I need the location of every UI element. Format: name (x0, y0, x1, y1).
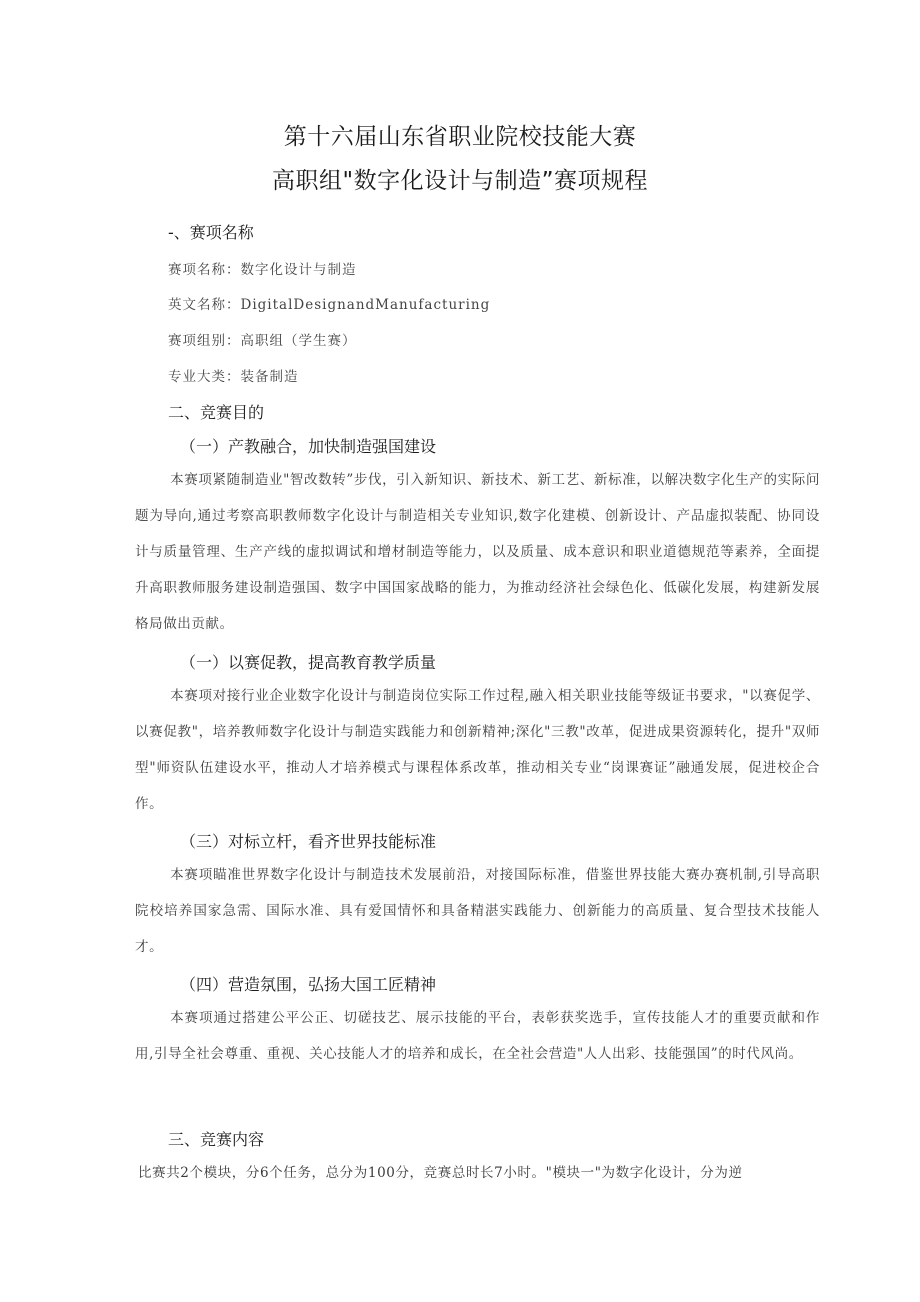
paragraph-2-1: 本赛项紧随制造业"智改数转”步伐，引入新知识、新技术、新工艺、新标准，以解决数字化生产的实际问题为导向,通过考察高职教师数字化设计与制造相关专业知识,数字化建模、创新设计、产品虚拟装配、协同设计与质量管理、生产产线的虚拟调试和增材制造等能力，以及质量、成本意识和职业道德规范等素养，全面提升高职教师服务建设制造强国、数字中国国家战略的能力，为推动经济社会绿色化、低碳化发展，构建新发展格局做出贡献。 (135, 472, 820, 632)
info-line-major-category: 专业大类：装备制造 (168, 369, 299, 385)
paragraph-2-2: 本赛项对接行业企业数字化设计与制造岗位实际工作过程,融入相关职业技能等级证书要求，"以赛促学、以赛促教"，培养教师数字化设计与制造实践能力和创新精神;深化"三教"改革，促进成果资源转化，提升"双师型"师资队伍建设水平，推动人才培养模式与课程体系改革，推动相关专业“岗课赛证”融通发展，促进校企合作。 (135, 688, 820, 812)
info-line-group: 赛项组别：高职组（学生赛） (168, 333, 357, 349)
subsection-2-2-heading: （一）以赛促教，提高教育教学质量 (180, 653, 437, 672)
info-line-competition-name: 赛项名称：数字化设计与制造 (168, 262, 357, 278)
paragraph-3-1: 比赛共2个模块，分6个任务，总分为100分，竞赛总时长7小时。"模块一"为数字化设计，分为逆 (138, 1165, 743, 1181)
subsection-2-4-heading: （四）营造氛围，弘扬大国工匠精神 (180, 975, 437, 994)
document-title-line-1: 第十六届山东省职业院校技能大赛 (283, 124, 637, 150)
document-title-line-2: 高职组"数字化设计与制造”赛项规程 (272, 168, 648, 194)
paragraph-2-3: 本赛项瞄准世界数字化设计与制造技术发展前沿，对接国际标准，借鉴世界技能大赛办赛机制,引导高职院校培养国家急需、国际水准、具有爱国情怀和具备精湛实践能力、创新能力的高质量、复合型技术技能人才。 (135, 867, 820, 955)
subsection-2-1-heading: （一）产教融合，加快制造强国建设 (180, 437, 437, 456)
subsection-2-3-heading: （三）对标立杆，看齐世界技能标准 (180, 832, 437, 851)
section-3-heading: 三、竞赛内容 (168, 1130, 265, 1149)
paragraph-2-4: 本赛项通过搭建公平公正、切磋技艺、展示技能的平台，表彰获奖选手，宣传技能人才的重要贡献和作用,引导全社会尊重、重视、关心技能人才的培养和成长，在全社会营造"人人出彩、技能强国”的时代风尚。 (135, 1010, 820, 1062)
section-1-heading: -、赛项名称 (168, 223, 254, 242)
section-2-heading: 二、竞赛目的 (168, 403, 265, 422)
info-line-english-name: 英文名称：DigitalDesignandManufacturing (168, 297, 491, 313)
